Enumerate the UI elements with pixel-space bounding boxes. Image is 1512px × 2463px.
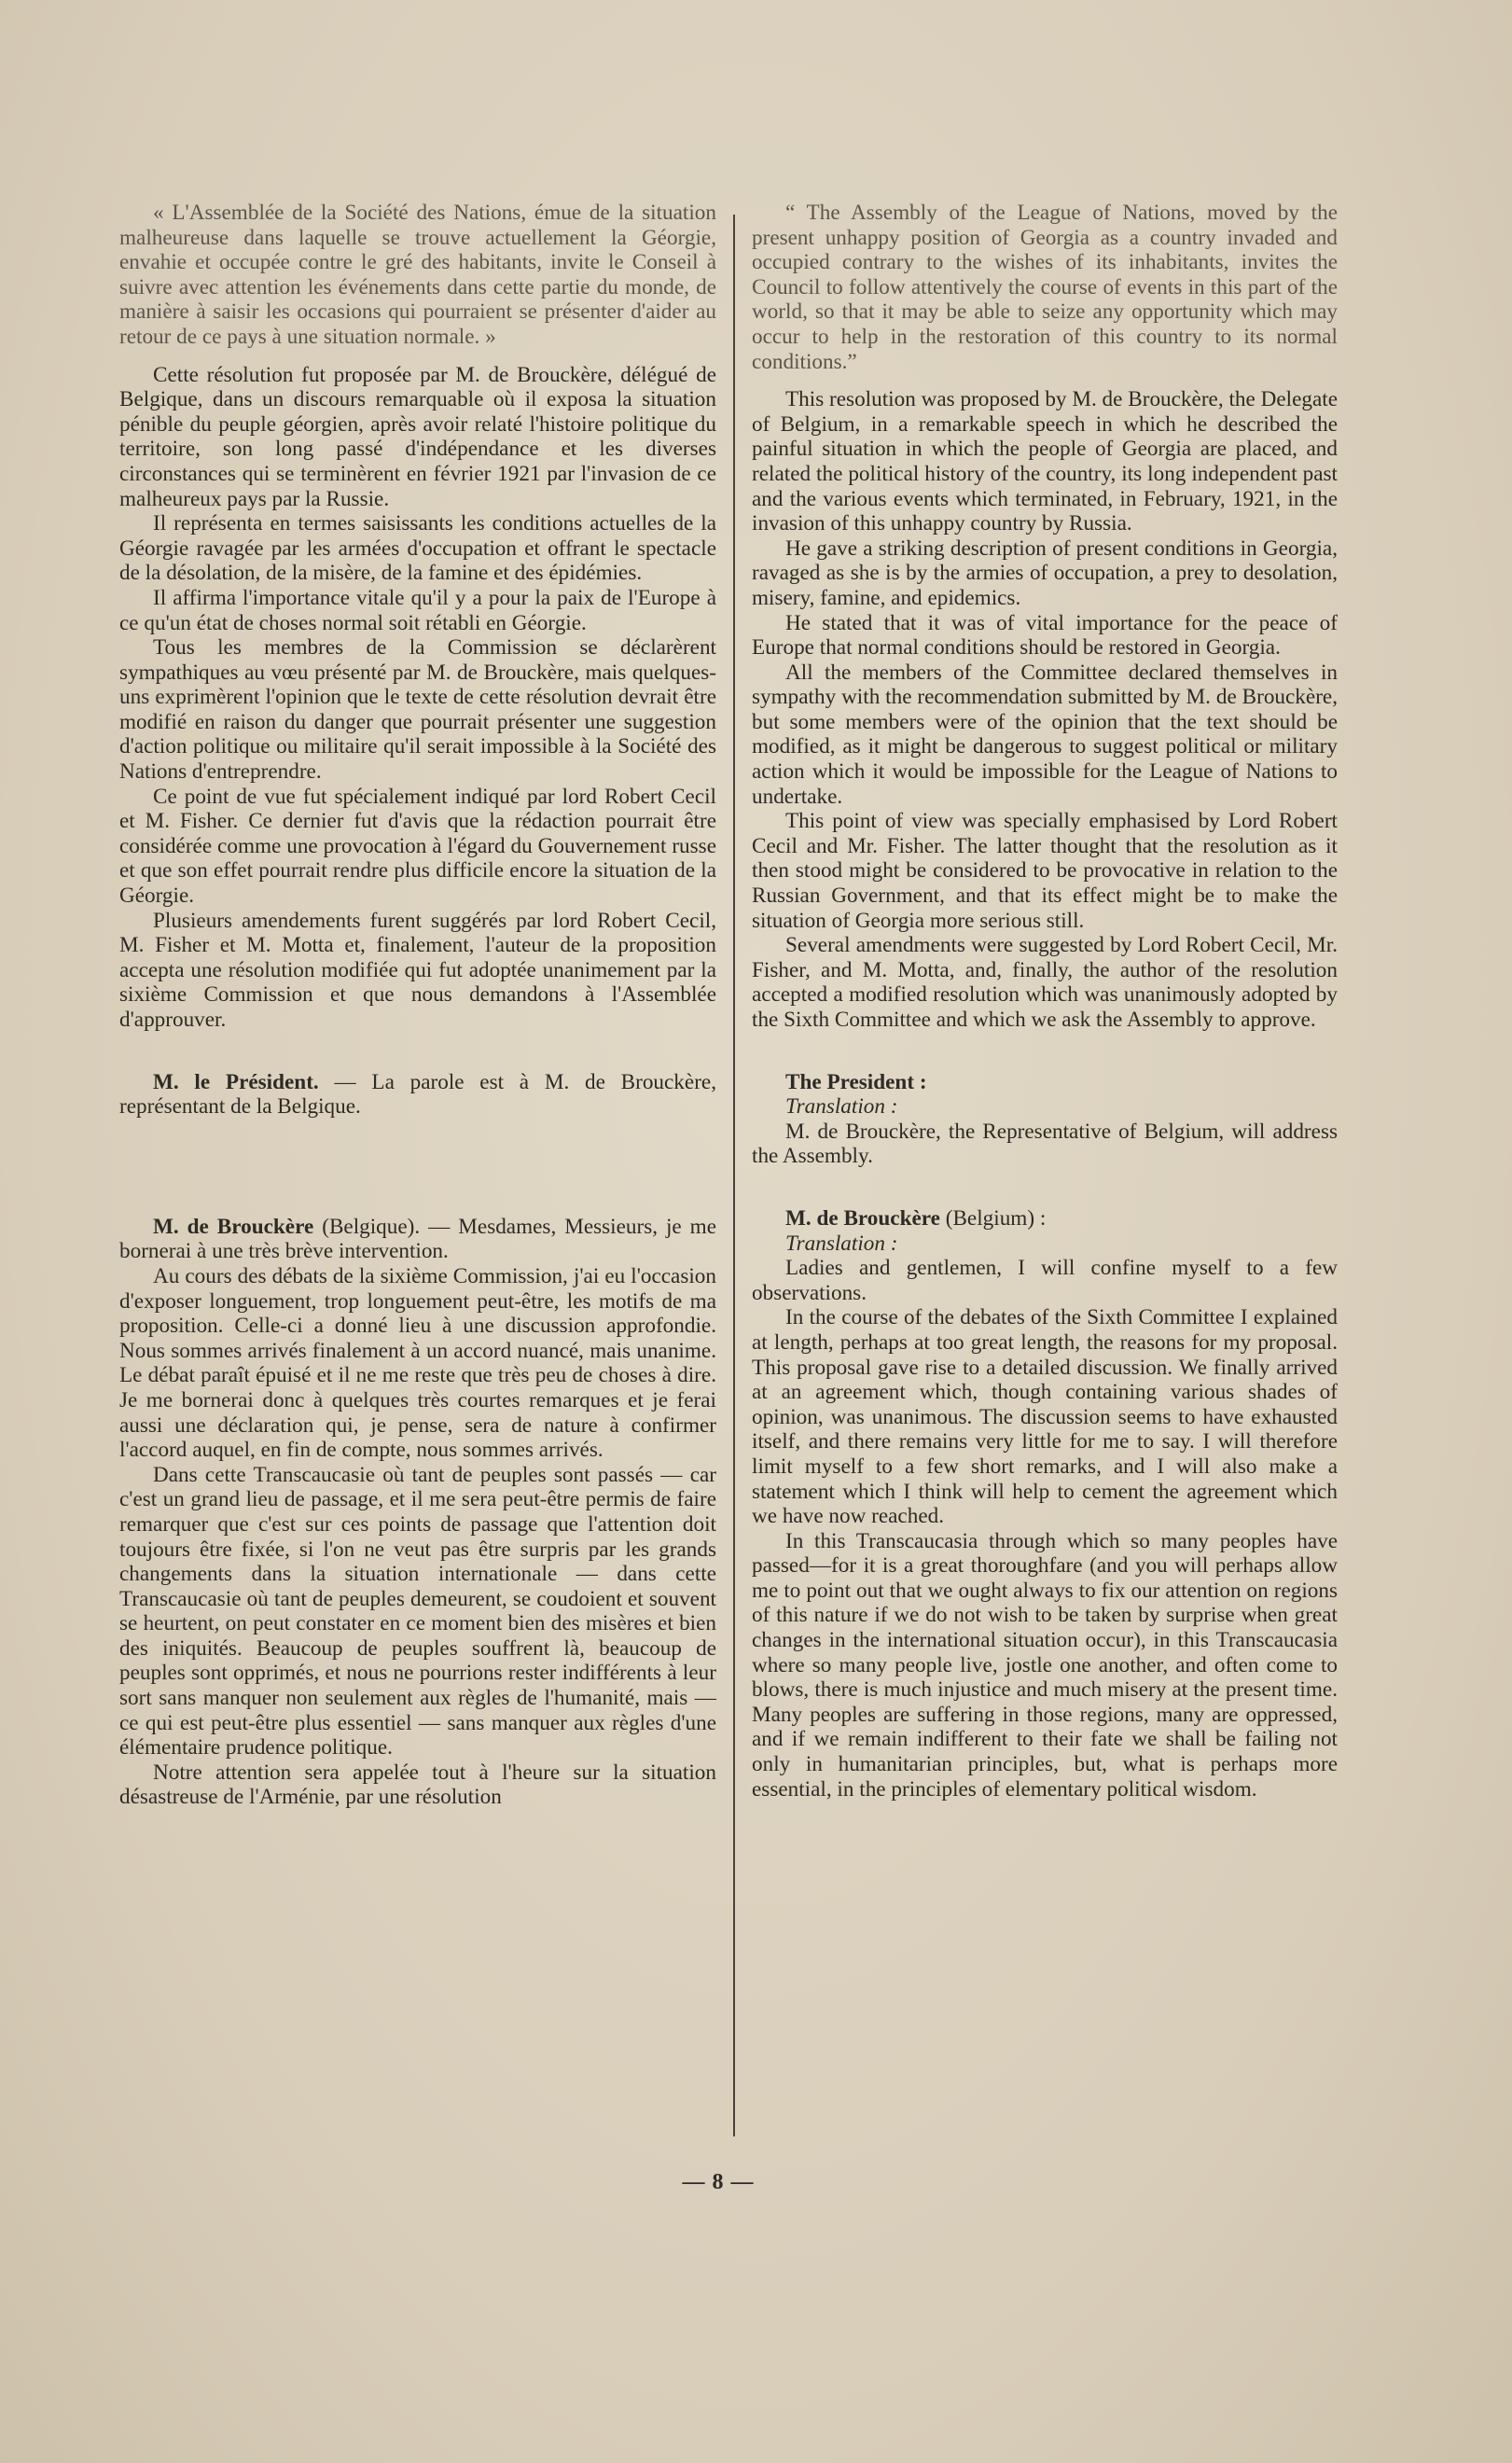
english-paragraph: He stated that it was of vital importance for the peace of Europe that normal conditions should be restored in Georgia. — [752, 610, 1338, 661]
french-president-statement — [119, 1070, 716, 1120]
english-paragraph: Several amendments were suggested by Lord Robert Cecil, Mr. Fisher, and M. Motta, and, finally, the author of the resolution accepted a modified resolution which was unanimously adopted by the Sixth Committee and which we ask the Assembly to approve. — [752, 933, 1338, 1032]
french-paragraph: Tous les membres de la Commission se déclarèrent sympathiques au vœu présenté par M. de Brouckère, mais quelques-uns exprimèrent l'opinion que le texte de cette résolution devrait être modifié en raison du danger que pourrait présenter une suggestion d'action politique ou militaire qu'il serait impossible à la Société des Nations d'entreprendre. — [119, 635, 716, 785]
english-paragraph: All the members of the Committee declared themselves in sympathy with the recommendation submitted by M. de Brouckère, but some members were of the opinion that the text should be modified, as it might be dangerous to suggest political or military action which it would be impossible for the League of Nations to undertake. — [752, 660, 1338, 809]
french-paragraph: Il représenta en termes saisissants les conditions actuelles de la Géorgie ravagée par les armées d'occupation et offrant le spectacle de la désolation, de la misère, de la famine et des épidémies. — [119, 511, 716, 586]
french-resolution-quote: « L'Assemblée de la Société des Nations, émue de la situation malheureuse dans laquelle se trouve actuellement la Géorgie, envahie et occupée contre le gré des habitants, invite le Conseil à suivre avec attention les événements dans cette partie du monde, de manière à saisir les occasions qui pourraient se présenter d'aider au retour de ce pays à une situation normale. » — [119, 201, 716, 349]
speaker-name: M. de Brouckère — [153, 1214, 314, 1239]
translation-label: Translation : — [785, 1231, 898, 1256]
statement-text: — La parole est à M. de Brouckère, représentant de la Belgique. — [119, 1069, 716, 1120]
french-paragraph: Dans cette Transcaucasie où tant de peuples sont passés — car c'est un grand lieu de passage, et il me sera peut-être permis de faire remarquer que c'est sur ces points de passage que l'attention doit toujours être fixée, si l'on ne veut pas être surpris par les grands changements dans la situation internationale — dans cette Transcaucasie où tant de peuples demeurent, se coudoient et souvent se heurtent, on peut constater en ce moment bien des misères et bien des iniquités. Beaucoup de peuples souffrent là, beaucoup de peuples sont opprimés, et nous ne pourrions rester indifférents à leur sort sans manquer non seulement aux règles de l'humanité, mais — ce qui est peut-être plus essentiel — sans manquer aux règles d'une élémentaire prudence politique. — [119, 1462, 716, 1760]
english-paragraph: This point of view was specially emphasised by Lord Robert Cecil and Mr. Fisher. The latter thought that the resolution as it then stood might be considered to be provocative in relation to the Russian Government, and that its effect might be to make the situation of Georgia more serious still. — [752, 809, 1338, 933]
english-president-statement: M. de Brouckère, the Representative of Belgium, will address the Assembly. — [752, 1119, 1338, 1169]
page-number: — 8 — — [682, 2170, 755, 2194]
french-paragraph: Plusieurs amendements furent suggérés par lord Robert Cecil, M. Fisher et M. Motta et, finalement, l'auteur de la proposition accepta une résolution modifiée qui fut adoptée unanimement par la sixième Commission et que nous demandons à l'Assemblée d'approuver. — [119, 908, 716, 1032]
english-paragraph: He gave a striking description of present conditions in Georgia, ravaged as she is by the armies of occupation, a prey to desolation, misery, famine, and epidemics. — [752, 536, 1338, 610]
french-paragraph: Au cours des débats de la sixième Commission, j'ai eu l'occasion d'exposer longuement, trop longuement peut-être, les motifs de ma proposition. Celle-ci a donné lieu à une discussion approfondie. Nous sommes arrivés finalement à un accord nuancé, mais unanime. Le débat paraît épuisé et il ne me reste que très peu de choses à dire. Je me bornerai donc à quelques très courtes remarques et je ferai aussi une déclaration qui, je pense, sera de nature à confirmer l'accord auquel, en fin de compte, nous sommes arrivés. — [119, 1263, 716, 1463]
statement-text: (Belgique). — Mesdames, Messieurs, je me bornerai à une très brève intervention. — [119, 1214, 717, 1264]
french-paragraph: Il affirma l'importance vitale qu'il y a pour la paix de l'Europe à ce qu'un état de choses normal soit rétabli en Géorgie. — [119, 585, 716, 635]
french-paragraph: Cette résolution fut proposée par M. de Brouckère, délégué de Belgique, dans un discours remarquable où il exposa la situation pénible du peuple géorgien, après avoir relaté l'histoire politique du territoire, son long passé d'indépendance et les diverses circonstances qui se terminèrent en février 1921 par l'invasion de ce malheureux pays par la Russie. — [119, 362, 716, 511]
english-brouckere-heading — [752, 1206, 1338, 1232]
speaker-name: M. de Brouckère — [785, 1205, 940, 1231]
column-divider — [733, 215, 735, 2136]
french-paragraph: Ce point de vue fut spécialement indiqué par lord Robert Cecil et M. Fisher. Ce dernier fut d'avis que la rédaction pourrait être considérée comme une provocation à l'égard du Gouvernement russe et que son effet pourrait rendre plus difficile encore la situation de la Géorgie. — [119, 784, 716, 909]
english-president-name: The President : — [785, 1069, 927, 1094]
english-paragraph: In the course of the debates of the Sixth Committee I explained at length, perhaps at too great length, the reasons for my proposal. This proposal gave rise to a detailed discussion. We finally arrived at an agreement which, though containing various shades of opinion, was unanimous. The discussion seems to have exhausted itself, and there remains very little for me to say. I will therefore limit myself to a few short remarks, and I will also make a statement which I think will help to cement the agreement which we have now reached. — [752, 1305, 1338, 1529]
english-paragraph: In this Transcaucasia through which so many peoples have passed—for it is a great thoroughfare (and you will perhaps allow me to point out that we ought always to fix our attention on regions of this nature if we do not wish to be taken by surprise when great changes in the international situation occur), in this Transcaucasia where so many people live, jostle one another, and often come to blows, there is much injustice and much misery at the present time. Many peoples are suffering in those regions, many are oppressed, and if we remain indifferent to their fate we shall be failing not only in humanitarian principles, but, what is perhaps more essential, in the principles of elementary political wisdom. — [752, 1528, 1338, 1802]
speaker-name: M. le Président. — [153, 1069, 319, 1094]
english-column — [752, 201, 1338, 1802]
english-resolution-quote: “ The Assembly of the League of Nations, moved by the present unhappy position of Georgia as a country invaded and occupied contrary to the wishes of its inhabitants, invites the Council to follow attentively the course of events in this part of the world, so that it may be able to seize any opportunity which may occur to help in the restoration of this country to its normal conditions.” — [752, 201, 1338, 374]
speaker-country: (Belgium) : — [939, 1205, 1047, 1231]
french-column — [119, 201, 716, 1810]
french-paragraph: Notre attention sera appelée tout à l'heure sur la situation désastreuse de l'Arménie, par une résolution — [119, 1760, 716, 1810]
translation-label: Translation : — [785, 1094, 898, 1120]
french-brouckere-statement — [119, 1215, 716, 1264]
english-paragraph: Ladies and gentlemen, I will confine myself to a few observations. — [752, 1256, 1338, 1305]
english-paragraph: This resolution was proposed by M. de Brouckère, the Delegate of Belgium, in a remarkable speech in which he described the painful situation in which the people of Georgia are placed, and related the political history of the country, its long independent past and the various events which terminated, in February, 1921, in the invasion of this unhappy country by Russia. — [752, 387, 1338, 536]
